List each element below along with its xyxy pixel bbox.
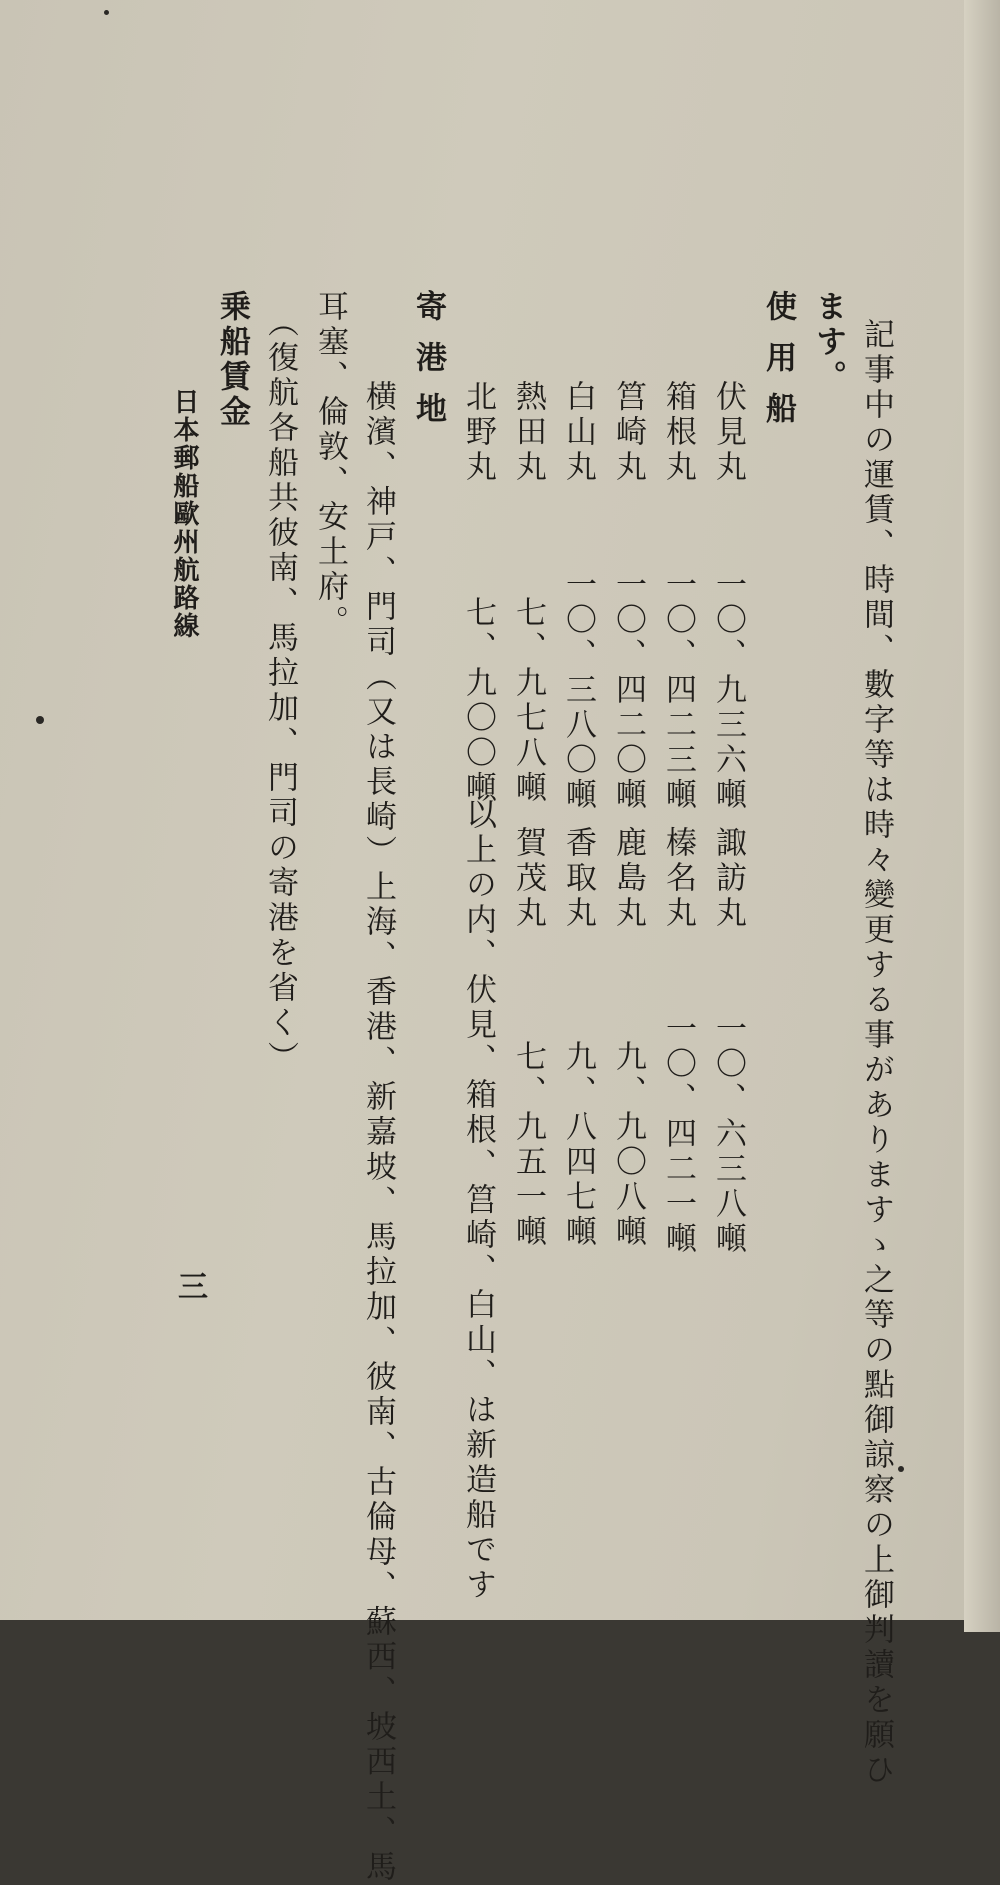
- ship-name: 鹿島丸: [610, 826, 646, 931]
- ship-tonnage: 一〇、四二一噸: [660, 1012, 696, 1257]
- ship-name: 伏見丸: [710, 380, 746, 485]
- ship-tonnage: 九、八四七噸: [560, 1040, 596, 1250]
- ports-line-1: 横濱、神戸、門司（又は長崎）上海、香港、新嘉坡、馬拉加、彼南、古倫母、蘇西、坡西土、馬: [360, 380, 396, 1885]
- ports-heading: 寄港地: [410, 290, 446, 443]
- page-edge: [964, 0, 1000, 1632]
- running-title: 日本郵船歐州航路線: [169, 388, 199, 640]
- ship-name: 榛名丸: [660, 826, 696, 931]
- ship-name: 白山丸: [560, 380, 596, 485]
- ship-name: 香取丸: [560, 826, 596, 931]
- ship-tonnage: 一〇、四二〇噸: [610, 568, 646, 813]
- ship-tonnage: 七、九〇〇噸: [460, 596, 496, 806]
- ship-tonnage: 一〇、四二三噸: [660, 568, 696, 813]
- ports-line-2: 耳塞、倫敦、安土府。: [312, 290, 348, 640]
- ship-tonnage: 九、九〇八噸: [610, 1040, 646, 1250]
- ships-note: 以上の内、伏見、箱根、筥崎、白山、は新造船です: [460, 798, 496, 1603]
- ink-dot: [36, 716, 44, 724]
- ship-name: 筥崎丸: [610, 380, 646, 485]
- intro-line-1: 記事中の運賃、時間、數字等は時々變更する事がありますゝ之等の點御諒察の上御判讀を願ひ: [858, 318, 894, 1788]
- ship-name: 諏訪丸: [710, 826, 746, 931]
- ship-tonnage: 一〇、三八〇噸: [560, 568, 596, 813]
- intro-line-2: ます。: [810, 290, 846, 395]
- ship-name: 箱根丸: [660, 380, 696, 485]
- ports-note: （復航各船共彼南、馬拉加、門司の寄港を省く）: [262, 306, 298, 1076]
- ink-dot: [898, 1466, 904, 1472]
- page-number: 三: [178, 1270, 208, 1305]
- ships-heading: 使用船: [760, 290, 796, 443]
- ship-tonnage: 七、九七八噸: [510, 596, 546, 806]
- ship-name: 賀茂丸: [510, 826, 546, 931]
- ship-tonnage: 一〇、六三八噸: [710, 1012, 746, 1257]
- ship-tonnage: 七、九五一噸: [510, 1040, 546, 1250]
- fare-heading: 乗船賃金: [214, 290, 250, 430]
- ink-dot: [104, 10, 109, 15]
- ship-name: 北野丸: [460, 380, 496, 485]
- ship-name: 熱田丸: [510, 380, 546, 485]
- ship-tonnage: 一〇、九三六噸: [710, 568, 746, 813]
